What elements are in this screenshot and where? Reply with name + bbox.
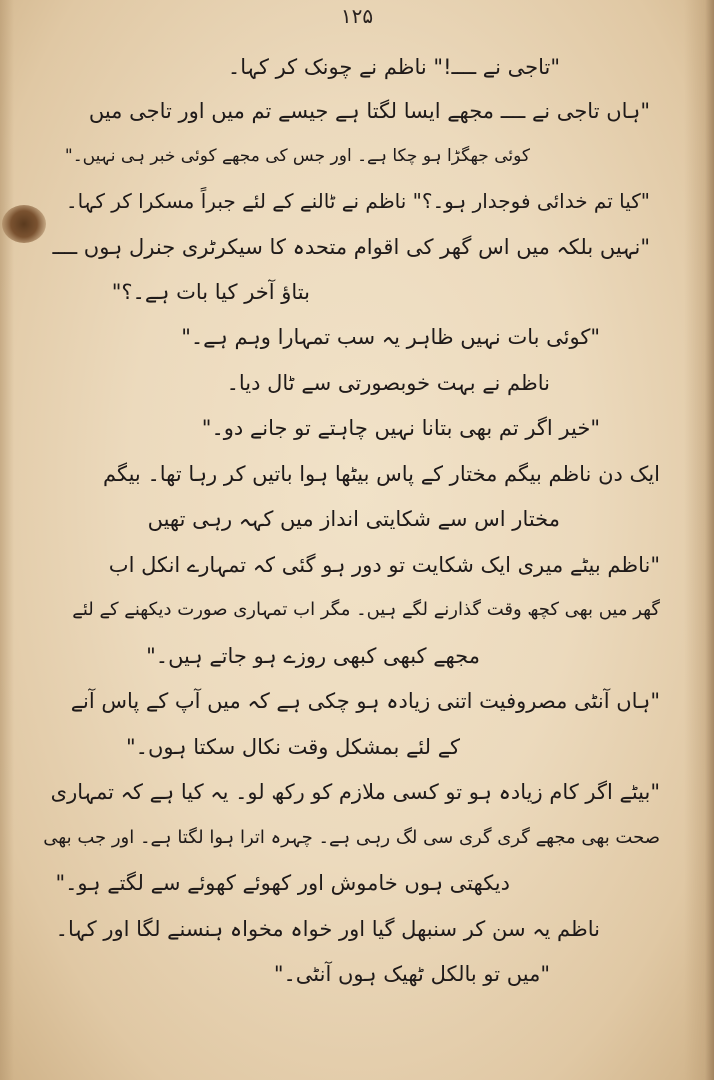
text-line: "میں تو بالکل ٹھیک ہوں آنٹی۔" <box>273 962 550 986</box>
text-line: مجھے کبھی کبھی روزے ہو جاتے ہیں۔" <box>146 644 480 668</box>
text-line: "بیٹے اگر کام زیادہ ہو تو کسی ملازم کو رکھ لو۔ یہ کیا ہے کہ تمہاری <box>50 780 660 804</box>
text-line: صحت بھی مجھے گری گری سی لگ رہی ہے۔ چہرہ اترا ہوا لگتا ہے۔ اور جب بھی <box>43 827 660 848</box>
text-line: "ہاں تاجی نے ــــ مجھے ایسا لگتا ہے جیسے تم میں اور تاجی میں <box>88 99 650 123</box>
text-line: گھر میں بھی کچھ وقت گذارنے لگے ہیں۔ مگر اب تمہاری صورت دیکھنے کے لئے <box>72 599 660 620</box>
text-line: ایک دن ناظم بیگم مختار کے پاس بیٹھا ہوا باتیں کر رہا تھا۔ بیگم <box>103 462 660 486</box>
text-line: دیکھتی ہوں خاموش اور کھوئے کھوئے سے لگتے ہو۔" <box>55 871 510 895</box>
text-line: "خیر اگر تم بھی بتانا نہیں چاہتے تو جانے دو۔" <box>201 416 600 440</box>
text-line: "ہاں آنٹی مصروفیت اتنی زیادہ ہو چکی ہے کہ میں آپ کے پاس آنے <box>70 689 660 713</box>
text-line: "کوئی بات نہیں ظاہر یہ سب تمہارا وہم ہے۔" <box>181 325 600 349</box>
page-number: ۱۲۵ <box>340 4 374 28</box>
page-binding-shadow <box>684 0 714 1080</box>
text-line: "ناظم بیٹے میری ایک شکایت تو دور ہو گئی کہ تمہارے انکل اب <box>108 553 660 577</box>
text-line: "کیا تم خدائی فوجدار ہو۔؟" ناظم نے ٹالنے کے لئے جبراً مسکرا کر کہا۔ <box>65 189 650 213</box>
text-line: "تاجی نے ــــ!" ناظم نے چونک کر کہا۔ <box>227 55 560 79</box>
text-line: مختار اس سے شکایتی انداز میں کہہ رہی تھیں <box>147 507 560 531</box>
text-line: "نہیں بلکہ میں اس گھر کی اقوام متحدہ کا سیکرٹری جنرل ہوں ــــ <box>52 235 650 259</box>
page-left-shadow <box>0 0 14 1080</box>
text-line: بتاؤ آخر کیا بات ہے۔؟" <box>111 280 310 304</box>
text-line: ناظم یہ سن کر سنبھل گیا اور خواہ مخواہ ہنسنے لگا اور کہا۔ <box>55 917 600 941</box>
text-line: کوئی جھگڑا ہو چکا ہے۔ اور جس کی مجھے کوئی خبر ہی نہیں۔" <box>64 146 530 166</box>
page-text <box>40 52 680 1062</box>
text-line: کے لئے بمشکل وقت نکال سکتا ہوں۔" <box>126 735 460 759</box>
text-line: ناظم نے بہت خوبصورتی سے ٹال دیا۔ <box>226 371 550 395</box>
